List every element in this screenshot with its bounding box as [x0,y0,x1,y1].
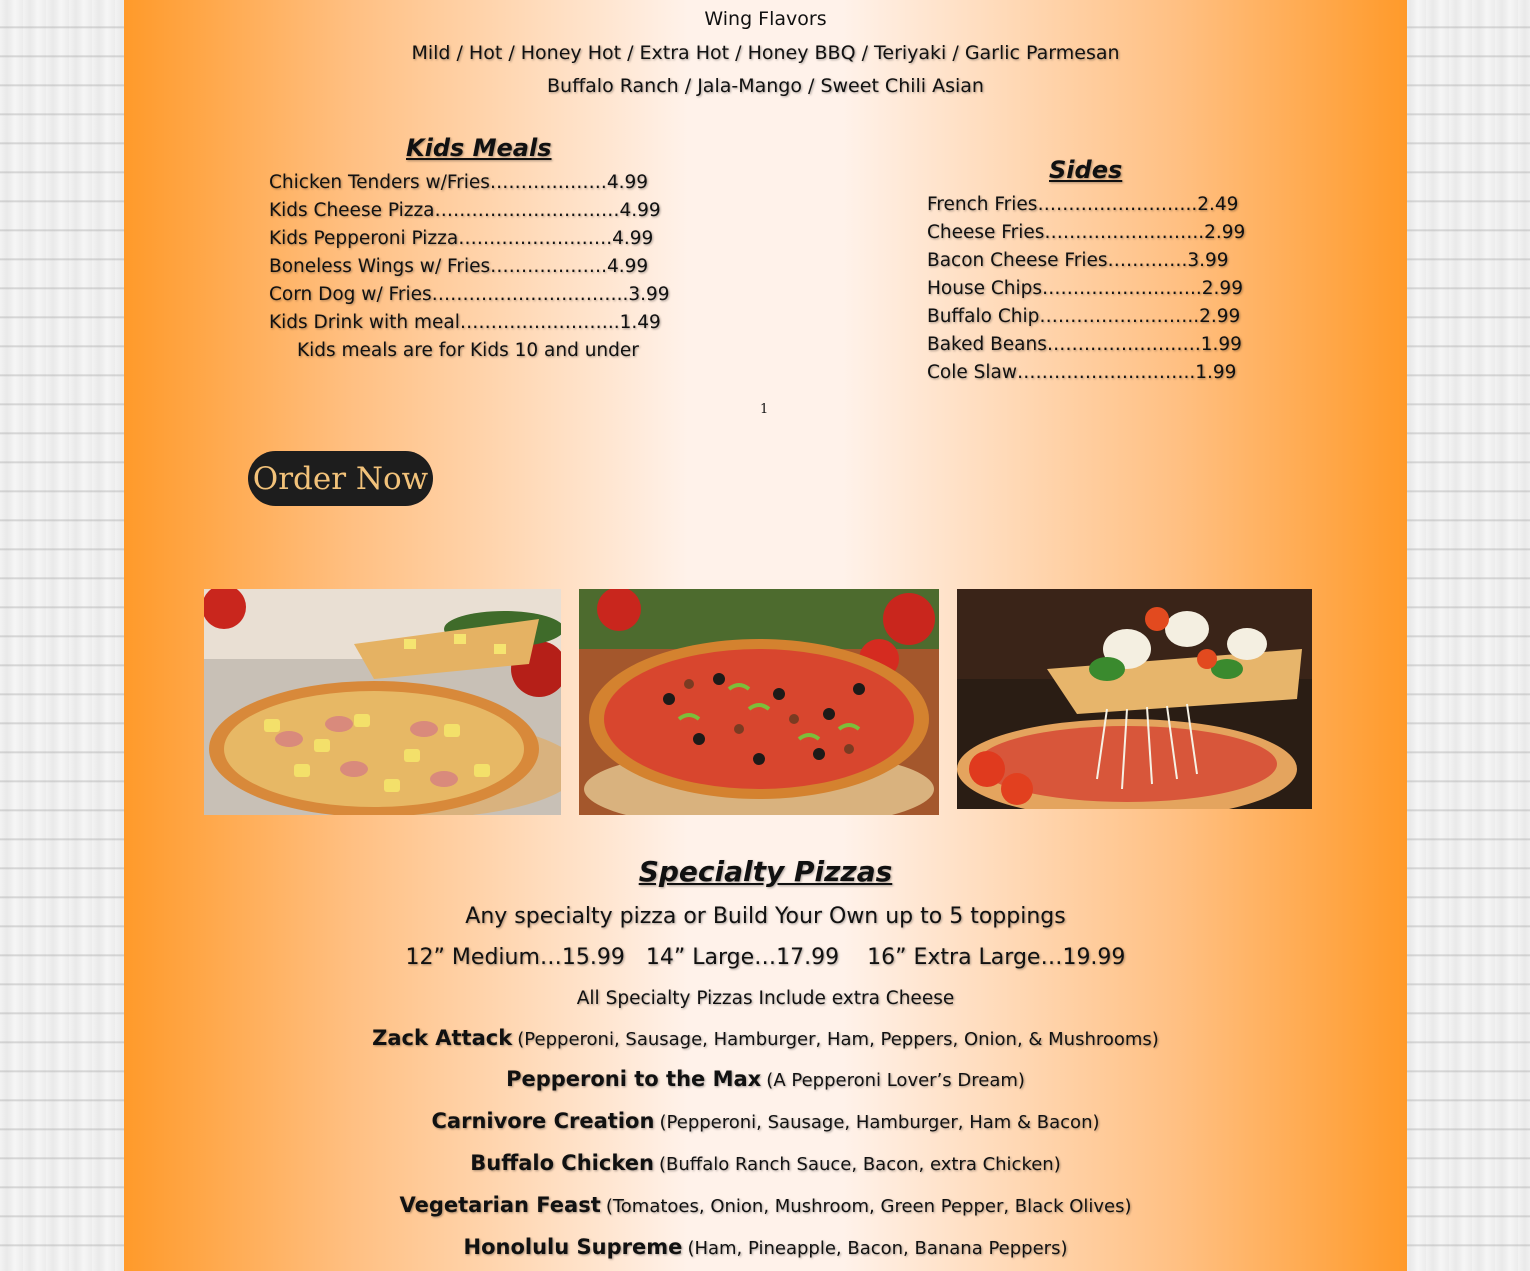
side-item: French Fries……………………..2.49 [927,194,1239,215]
kids-meals-title: Kids Meals [406,134,552,162]
order-now-button[interactable]: Order Now [248,451,433,506]
specialty-note: All Specialty Pizzas Include extra Cheese [576,988,955,1009]
wing-flavors-line-1: Mild / Hot / Honey Hot / Extra Hot / Honey BBQ / Teriyaki / Garlic Parmesan [411,42,1120,64]
pizza-description: (Pepperoni, Sausage, Hamburger, Ham & Bacon) [659,1112,1100,1133]
side-item: Cole Slaw………………………..1.99 [927,362,1237,383]
kids-meal-item: Kids Drink with meal……………………..1.49 [269,312,661,333]
specialty-pizza-item [124,1193,1407,1217]
pizza-name: Buffalo Chicken [470,1151,654,1175]
kids-meal-item: Kids Cheese Pizza…………………………4.99 [269,200,661,221]
pizza-name: Honolulu Supreme [463,1235,683,1259]
pizza-name: Pepperoni to the Max [506,1067,762,1091]
kids-meals-list [269,169,670,365]
kids-meal-item: Chicken Tenders w/Fries……………….4.99 [269,172,649,193]
specialty-sizes: 12” Medium…15.99 14” Large…17.99 16” Extra Large…19.99 [405,945,1126,970]
kids-meals-note: Kids meals are for Kids 10 and under [297,340,639,361]
kids-meal-item: Kids Pepperoni Pizza…………………….4.99 [269,228,654,249]
pizza-name: Zack Attack [372,1026,513,1050]
specialty-pizzas-title: Specialty Pizzas [638,855,893,888]
sides-list [927,191,1245,387]
sides-title: Sides [1049,156,1123,184]
kids-meal-item: Corn Dog w/ Fries…………………………..3.99 [269,284,670,305]
specialty-pizza-item [124,1067,1407,1091]
pizza-description: (Pepperoni, Sausage, Hamburger, Ham, Peppers, Onion, & Mushrooms) [517,1029,1159,1050]
pizza-description: (A Pepperoni Lover’s Dream) [766,1070,1025,1091]
specialty-pizza-item [124,1151,1407,1175]
side-item: Buffalo Chip……………………..2.99 [927,306,1241,327]
side-item: Bacon Cheese Fries………….3.99 [927,250,1229,271]
pizza-description: (Buffalo Ranch Sauce, Bacon, extra Chicken) [659,1154,1061,1175]
pizza-name: Carnivore Creation [431,1109,655,1133]
specialty-pizza-item [124,1026,1407,1050]
pizza-name: Vegetarian Feast [399,1193,601,1217]
specialty-pizza-item [124,1109,1407,1133]
pizza-description: (Ham, Pineapple, Bacon, Banana Peppers) [687,1238,1068,1259]
wing-flavors-title: Wing Flavors [704,8,827,30]
kids-meal-item: Boneless Wings w/ Fries……………….4.99 [269,256,649,277]
pizza-description: (Tomatoes, Onion, Mushroom, Green Pepper, Black Olives) [605,1196,1132,1217]
supreme-pizza-photo [579,589,939,815]
page-number: 1 [760,402,769,417]
hawaiian-pizza-photo [204,589,561,815]
specialty-pizza-item [124,1235,1407,1259]
wing-flavors-line-2: Buffalo Ranch / Jala-Mango / Sweet Chili Asian [547,75,984,97]
side-item: Cheese Fries……………………..2.99 [927,222,1246,243]
side-item: House Chips……………………..2.99 [927,278,1243,299]
cheese-pull-pizza-photo [957,589,1312,809]
side-item: Baked Beans…………………….1.99 [927,334,1242,355]
menu-panel [124,0,1407,1271]
specialty-subtitle: Any specialty pizza or Build Your Own up to 5 toppings [465,904,1066,929]
